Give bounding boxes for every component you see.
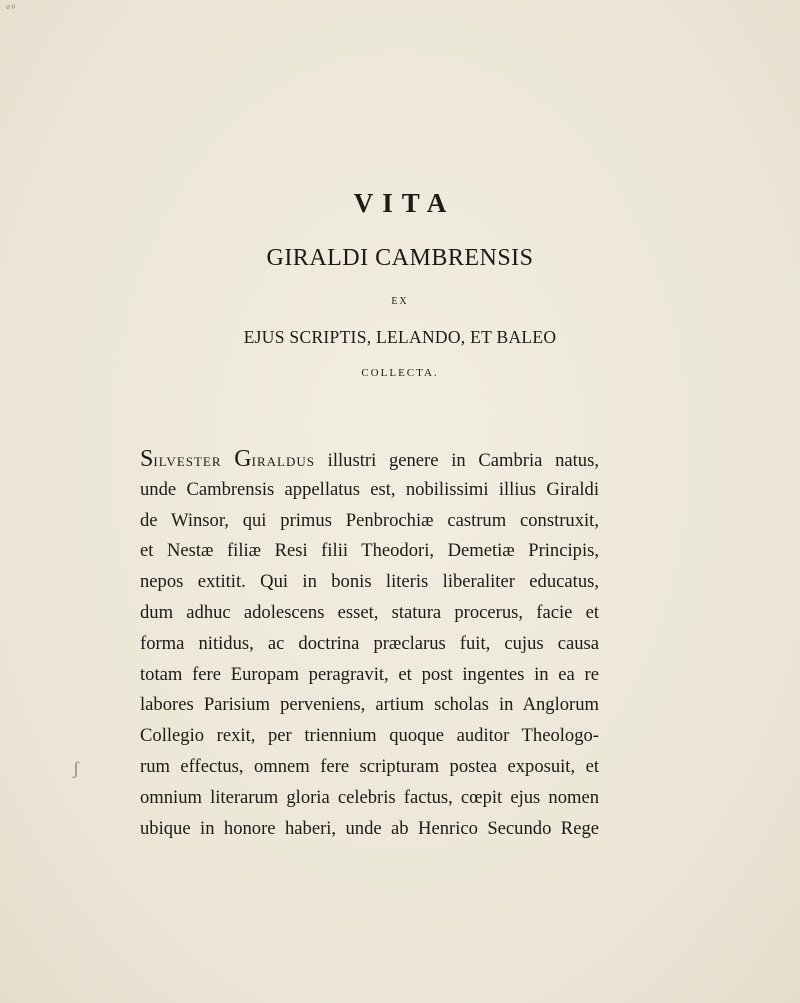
text-line: de Winsor, qui primus Penbrochiæ castrum construxit, — [140, 509, 599, 531]
ex-label: EX — [391, 296, 409, 307]
initial-letter: G — [234, 446, 252, 472]
text-line: labores Parisium perveniens, artium scholas in Anglorum — [140, 694, 599, 716]
text-line: ubique in honore haberi, unde ab Henrico Secundo Rege — [140, 817, 599, 839]
text-line: Collegio rexit, per triennium quoque auditor Theologo- — [140, 725, 599, 747]
text-line — [140, 444, 599, 475]
text-line: dum adhuc adolescens esset, statura procerus, facie et — [140, 601, 599, 623]
text-line: et Nestæ filiæ Resi filii Theodori, Demetiæ Principis, — [140, 540, 599, 562]
sources-heading: EJUS SCRIPTIS, LELANDO, ET BALEO — [243, 327, 557, 347]
body-paragraph — [140, 444, 599, 844]
text-line: forma nitidus, ac doctrina præclarus fuit, cujus causa — [140, 632, 599, 654]
margin-pencil-mark: ʃ — [73, 758, 79, 778]
name-small-caps: iraldus — [251, 450, 315, 471]
corner-pencil-mark: ᵘᵘ — [5, 0, 18, 16]
text-line: omnium literarum gloria celebris factus, cœpit ejus nomen — [140, 786, 599, 808]
title-block — [0, 186, 800, 220]
page-title: VITA — [353, 188, 456, 218]
collecta-label: COLLECTA. — [361, 367, 439, 379]
text-line: totam fere Europam peragravit, et post ingentes in ea re — [140, 663, 599, 685]
author-heading: GIRALDI CAMBRENSIS — [266, 245, 534, 271]
initial-letter: S — [140, 446, 154, 472]
text-line: rum effectus, omnem fere scripturam postea exposuit, et — [140, 755, 599, 777]
name-small-caps: ilvester — [153, 450, 222, 471]
text-line: unde Cambrensis appellatus est, nobilissimi illius Giraldi — [140, 478, 599, 500]
text-line: nepos extitit. Qui in bonis literis liberaliter educatus, — [140, 571, 599, 593]
line-text: illustri genere in Cambria natus, — [314, 450, 599, 471]
